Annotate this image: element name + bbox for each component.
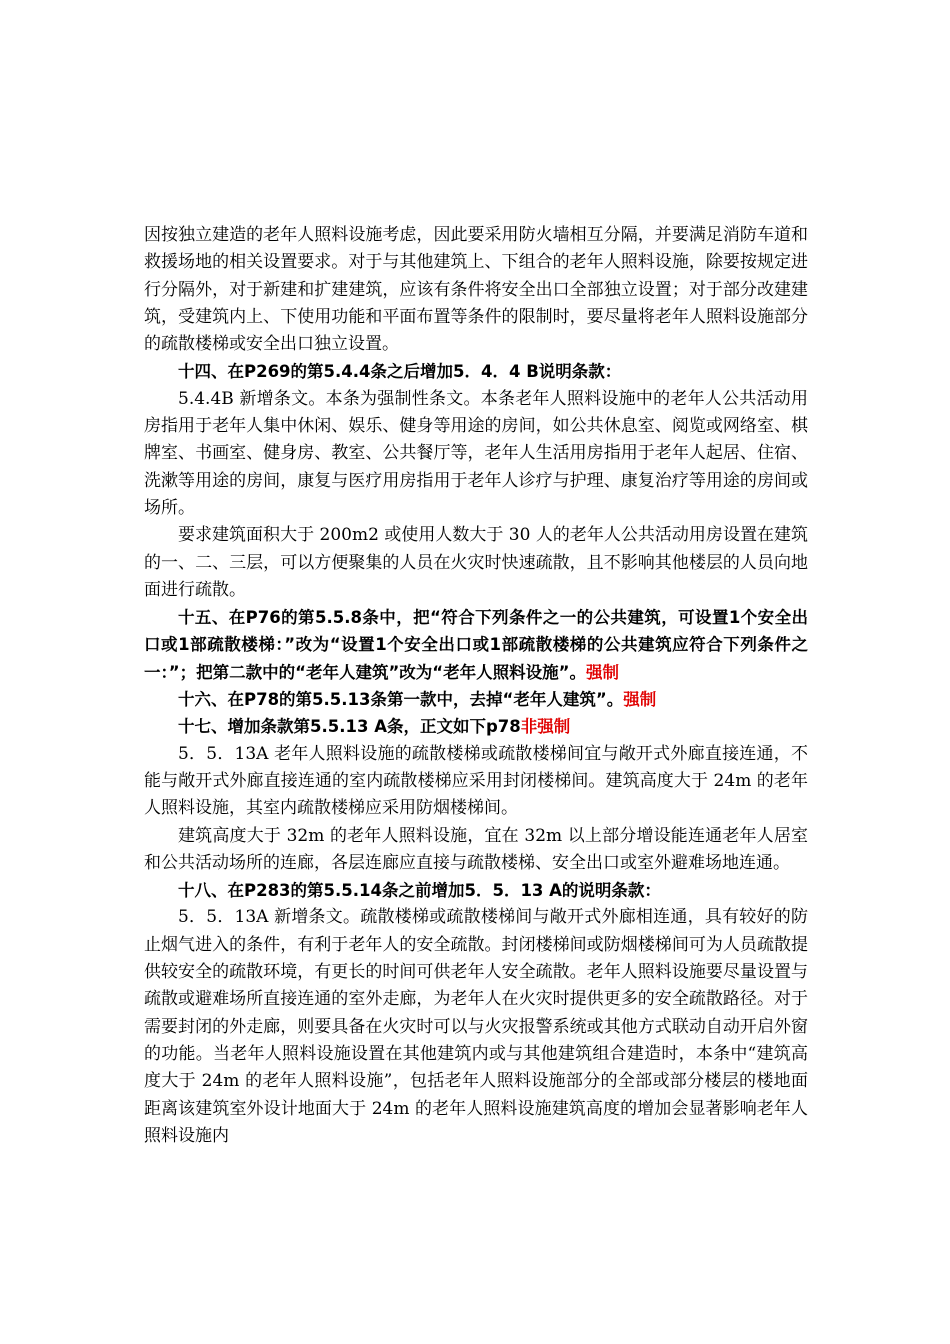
- paragraph-activity-room-requirement: 要求建筑面积大于 200m2 或使用人数大于 30 人的老年人公共活动用房设置在建筑的一、二、三层，可以方便聚集的人员在火灾时快速疏散，且不影响其他楼层的人员向地面进行疏散。: [144, 525, 808, 600]
- heading-item-16: [144, 686, 808, 713]
- paragraph-5-4-4b-explanation: 5.4.4B 新增条文。本条为强制性条文。本条老年人照料设施中的老年人公共活动用房指用于老年人集中休闲、娱乐、健身等用途的房间，如公共休息室、阅览或网络室、棋牌室、书画室、健身房、教室、公共餐厅等，老年人生活用房指用于老年人起居、住宿、洗漱等用途的房间，康复与医疗用房指用于老年人诊疗与护理、康复治疗等用途的房间或场所。: [144, 388, 808, 518]
- paragraph-continuation: 因按独立建造的老年人照料设施考虑，因此要采用防火墙相互分隔，并要满足消防车道和救援场地的相关设置要求。对于与其他建筑上、下组合的老年人照料设施，除要按规定进行分隔外，对于新建和扩建建筑，应该有条件将安全出口全部独立设置；对于部分改建建筑，受建筑内上、下使用功能和平面布置等条件的限制时，要尽量将老年人照料设施部分的疏散楼梯或安全出口独立设置。: [144, 225, 808, 355]
- heading-item-15-text: 十五、在P76的第5.5.8条中，把“符合下列条件之一的公共建筑，可设置1个安全出口或1部疏散楼梯：”改为“设置1个安全出口或1部疏散楼梯的公共建筑应符合下列条件之一：”；把第二款中的“老年人建筑”改为“老年人照料设施”。: [144, 608, 808, 682]
- heading-item-18: [144, 877, 808, 904]
- paragraph-5-5-13a-explanation: 5．5．13A 新增条文。疏散楼梯或疏散楼梯间与敞开式外廊相连通，具有较好的防止烟气进入的条件，有利于老年人的安全疏散。封闭楼梯间或防烟楼梯间可为人员疏散提供较安全的疏散环境，有更长的时间可供老年人安全疏散。老年人照料设施要尽量设置与疏散或避难场所直接连通的室外走廊，为老年人在火灾时提供更多的安全疏散路径。对于需要封闭的外走廊，则要具备在火灾时可以与火灾报警系统或其他方式联动自动开启外窗的功能。当老年人照料设施设置在其他建筑内或与其他建筑组合建造时，本条中“建筑高度大于 24m 的老年人照料设施”，包括老年人照料设施部分的全部或部分楼层的楼地面距离该建筑室外设计地面大于 24m 的老年人照料设施建筑高度的增加会显著影响老年人照料设施内: [144, 907, 808, 1146]
- heading-item-17-text: 十七、增加条款第5.5.13 A条，正文如下p78: [178, 717, 521, 737]
- non-mandatory-tag: 非强制: [520, 717, 571, 737]
- mandatory-tag: 强制: [585, 662, 619, 682]
- clause-5-5-13a-corridor-text: 建筑高度大于 32m 的老年人照料设施，宜在 32m 以上部分增设能连通老年人居室和公共活动场所的连廊，各层连廊应直接与疏散楼梯、安全出口或室外避难场地连通。: [144, 825, 808, 873]
- clause-5-5-13a-text: 5．5．13A 老年人照料设施的疏散楼梯或疏散楼梯间宜与敞开式外廊直接连通，不能与敞开式外廊直接连通的室内疏散楼梯应采用封闭楼梯间。建筑高度大于 24m 的老年人照料设施，其室内疏散楼梯应采用防烟楼梯间。: [144, 743, 808, 819]
- heading-item-14: [144, 358, 808, 385]
- mandatory-tag: 强制: [623, 690, 657, 710]
- document-page: [144, 222, 808, 1150]
- heading-item-18-text: 十八、在P283的第5.5.14条之前增加5．5．13 A的说明条款：: [178, 881, 661, 901]
- heading-item-15: [144, 604, 808, 686]
- heading-item-17: [144, 713, 808, 740]
- heading-item-14-text: 十四、在P269的第5.4.4条之后增加5．4．4 B说明条款：: [178, 362, 622, 382]
- heading-item-16-text: 十六、在P78的第5.5.13条第一款中，去掉“老年人建筑”。: [178, 690, 624, 710]
